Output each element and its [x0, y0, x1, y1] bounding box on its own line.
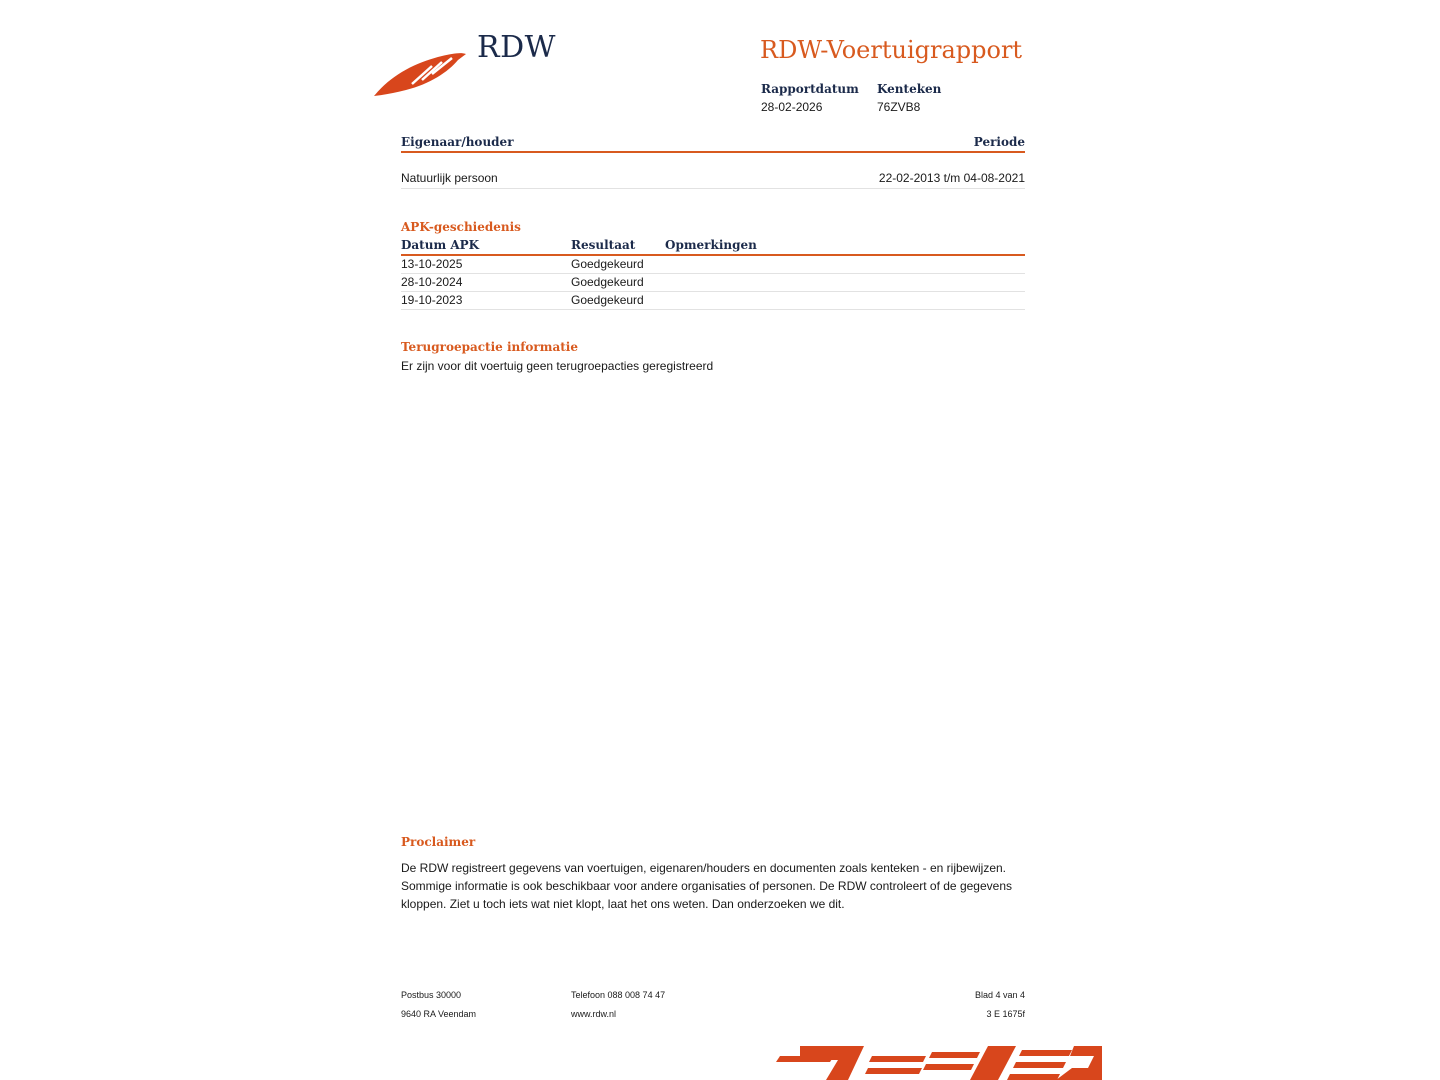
table-row-divider [401, 273, 1025, 274]
apk-date-header: Datum APK [401, 238, 480, 252]
period-column-header: Periode [973, 135, 1025, 149]
apk-result-cell: Goedgekeurd [571, 293, 644, 307]
apk-date-cell: 19-10-2023 [401, 293, 463, 307]
license-plate-value: 76ZVB8 [877, 100, 921, 114]
apk-result-cell: Goedgekeurd [571, 275, 644, 289]
apk-remarks-header: Opmerkingen [665, 238, 757, 252]
footer-phone: Telefoon 088 008 74 47 [571, 990, 666, 1000]
recall-info-title: Terugroepactie informatie [401, 340, 578, 354]
footer-postbus: Postbus 30000 [401, 990, 462, 1000]
footer-stripes-graphic [776, 1046, 1102, 1080]
rdw-logo-icon [372, 44, 468, 100]
owner-cell: Natuurlijk persoon [401, 171, 498, 185]
apk-history-title: APK-geschiedenis [401, 220, 521, 234]
report-date-value: 28-02-2026 [761, 100, 823, 114]
period-cell: 22-02-2013 t/m 04-08-2021 [878, 171, 1025, 185]
apk-date-cell: 13-10-2025 [401, 257, 463, 271]
table-row-divider [401, 188, 1025, 189]
license-plate-label: Kenteken [877, 82, 942, 96]
report-date-label: Rapportdatum [761, 82, 859, 96]
apk-table-divider [401, 254, 1025, 256]
footer-website-link[interactable]: www.rdw.nl [571, 1009, 617, 1019]
recall-info-text: Er zijn voor dit voertuig geen terugroepacties geregistreerd [401, 359, 714, 373]
report-title: RDW-Voertuigrapport [760, 36, 1023, 64]
apk-result-header: Resultaat [571, 238, 636, 252]
table-row-divider [401, 309, 1025, 310]
proclaimer-text: De RDW registreert gegevens van voertuigen, eigenaren/houders en documenten zoals kenteken - en rijbewijzen. Sommige informatie is ook beschikbaar voor andere organisaties of personen. De RDW controleert of de gegevens kloppen. Ziet u toch iets wat niet klopt, laat het ons weten. Dan onderzoeken we dit. [401, 861, 1012, 911]
apk-result-cell: Goedgekeurd [571, 257, 644, 271]
apk-date-cell: 28-10-2024 [401, 275, 463, 289]
brand-name: RDW [477, 30, 556, 65]
proclaimer-title: Proclaimer [401, 835, 476, 849]
footer-page-number: Blad 4 van 4 [974, 990, 1025, 1000]
owner-column-header: Eigenaar/houder [401, 135, 514, 149]
owner-table-divider [401, 151, 1025, 153]
table-row-divider [401, 291, 1025, 292]
footer-postal-address: 9640 RA Veendam [401, 1009, 477, 1019]
footer-document-code: 3 E 1675f [986, 1009, 1025, 1019]
